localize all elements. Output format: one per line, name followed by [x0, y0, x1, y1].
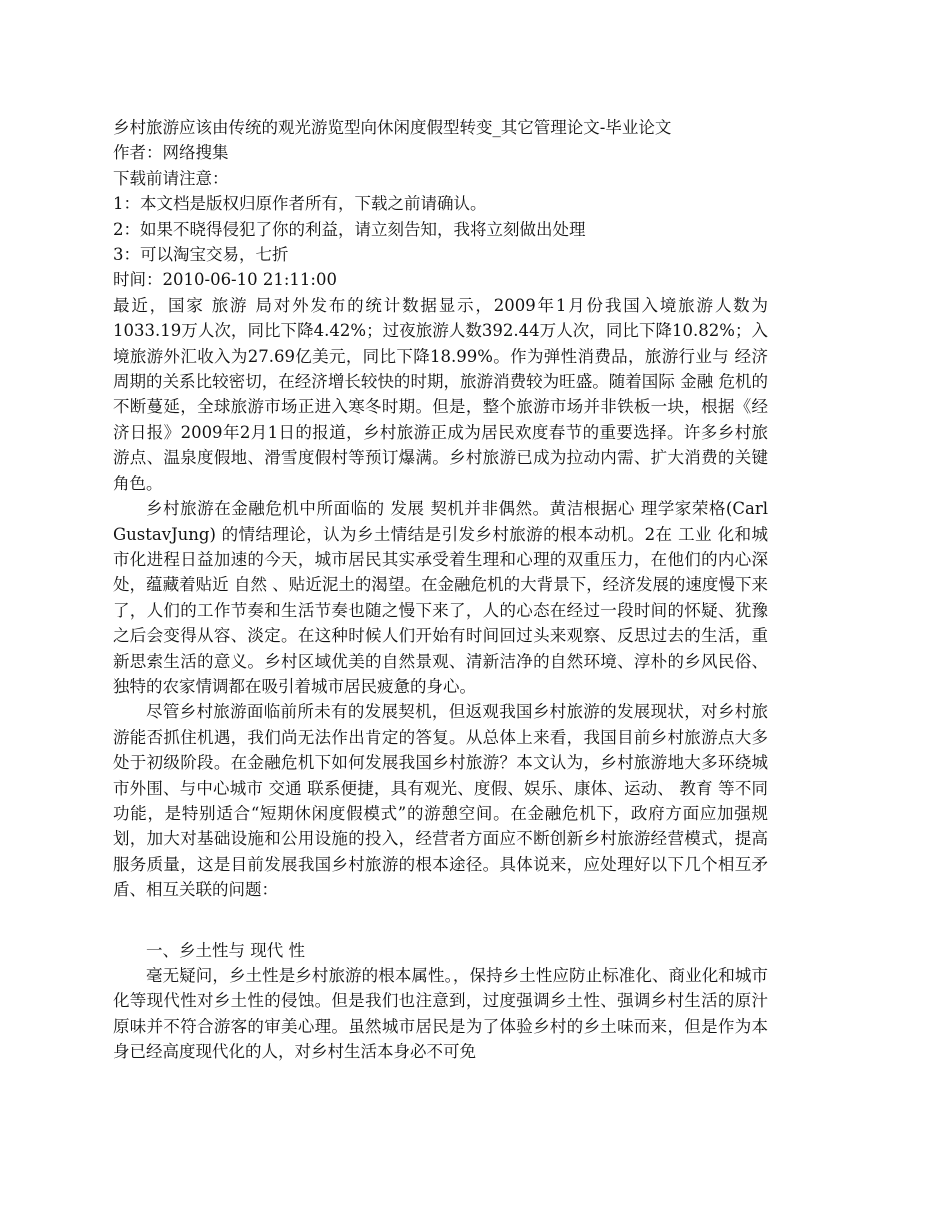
document-title: 乡村旅游应该由传统的观光游览型向休闲度假型转变_其它管理论文-毕业论文	[113, 118, 672, 137]
notice-item: 3：可以淘宝交易，七折	[113, 245, 289, 265]
notice-item: 1：本文档是版权归原作者所有，下载之前请确认。	[113, 194, 487, 214]
section-heading: 一、乡土性与 现代 性	[146, 940, 305, 960]
document-page	[113, 115, 768, 1065]
body-paragraph: 毫无疑问，乡土性是乡村旅游的根本属性。，保持乡土性应防止标准化、商业化和城市化等现代性对乡土性的侵蚀。但是我们也注意到，过度强调乡土性、强调乡村生活的原汁原味并不符合游客的审美心理。虽然城市居民是为了体验乡村的乡土味而来，但是作为本身已经高度现代化的人，对乡村生活本身必不可免	[113, 966, 768, 1062]
body-paragraph: 最近，国家 旅游 局对外发布的统计数据显示，2009年1月份我国入境旅游人数为1033.19万人次，同比下降4.42%；过夜旅游人数392.44万人次，同比下降10.82%；入境旅游外汇收入为27.69亿美元，同比下降18.99%。作为弹性消费品，旅游行业与 经济 周期的关系比较密切，在经济增长较快的时期，旅游消费较为旺盛。随着国际 金融 危机的不断蔓延，全球旅游市场正进入寒冬时期。但是，整个旅游市场并非铁板一块，根据《经济日报》2009年2月1日的报道，乡村旅游正成为居民欢度春节的重要选择。许多乡村旅游点、温泉度假地、滑雪度假村等预订爆满。乡村旅游已成为拉动内需、扩大消费的关键角色。	[113, 295, 768, 493]
notice-item: 2：如果不晓得侵犯了你的利益，请立刻告知，我将立刻做出处理	[113, 219, 586, 239]
notice-heading: 下载前请注意：	[113, 168, 229, 188]
body-paragraph: 尽管乡村旅游面临前所未有的发展契机，但返观我国乡村旅游的发展现状，对乡村旅游能否抓住机遇，我们尚无法作出肯定的答复。从总体上来看，我国目前乡村旅游点大多处于初级阶段。在金融危机下如何发展我国乡村旅游？本文认为，乡村旅游地大多环绕城市外围、与中心城市 交通 联系便捷，具有观光、度假、娱乐、康体、运动、 教育 等不同功能，是特别适合“短期休闲度假模式”的游憩空间。在金融危机下，政府方面应加强规划，加大对基础设施和公用设施的投入，经营者方面应不断创新乡村旅游经营模式，提高服务质量，这是目前发展我国乡村旅游的根本途径。具体说来，应处理好以下几个相互矛盾、相互关联的问题：	[113, 702, 768, 900]
body-paragraph: 乡村旅游在金融危机中所面临的 发展 契机并非偶然。黄洁根据心 理学家荣格(Carl GustavJung) 的情结理论，认为乡土情结是引发乡村旅游的根本动机。2在 工业 化和城市化进程日益加速的今天，城市居民其实承受着生理和心理的双重压力，在他们的内心深处，蕴藏着贴近 自然 、贴近泥土的渴望。在金融危机的大背景下，经济发展的速度慢下来了，人们的工作节奏和生活节奏也随之慢下来了，人的心态在经过一段时间的怀疑、犹豫之后会变得从容、淡定。在这种时候人们开始有时间回过头来观察、反思过去的生活，重新思索生活的意义。乡村区域优美的自然景观、清新洁净的自然环境、淳朴的乡风民俗、独特的农家情调都在吸引着城市居民疲惫的身心。	[113, 499, 768, 696]
time-line: 时间：2010-06-10 21:11:00	[113, 270, 337, 290]
author-line: 作者：网络搜集	[113, 143, 229, 163]
paragraph-gap	[113, 903, 768, 928]
